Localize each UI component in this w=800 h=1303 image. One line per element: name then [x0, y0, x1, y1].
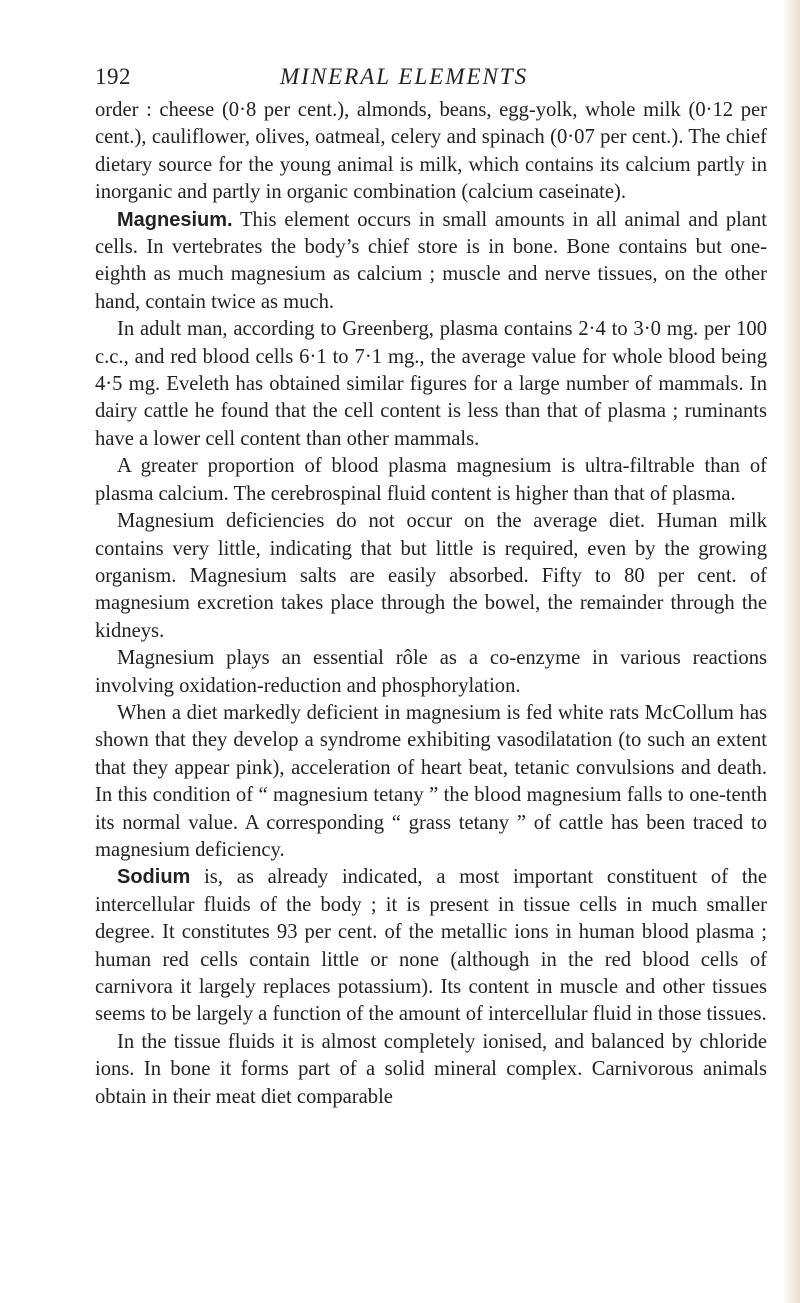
paragraph-text: In the tissue fluids it is almost completely ionised, and balanced by chloride ions. In bone it forms part of a solid mineral complex. Carnivorous animals obtain in their meat diet comparable: [95, 1030, 767, 1108]
running-head: MINERAL ELEMENTS: [280, 64, 529, 89]
paragraph-text: A greater proportion of blood plasma magnesium is ultra-filtrable than of plasma calcium. The cerebrospinal fluid content is higher than that of plasma.: [95, 455, 767, 505]
run-in-heading-magnesium: Magnesium.: [117, 208, 233, 231]
paragraph-text: In adult man, according to Greenberg, plasma contains 2·4 to 3·0 mg. per 100 c.c., and red blood cells 6·1 to 7·1 mg., the average value for whole blood being 4·5 mg. Eveleth has obtained similar figures for a large number of mammals. In dairy cattle he found that the cell content is less than that of plasma ; ruminants have a lower cell content than other mammals.: [95, 318, 767, 450]
page-header: [95, 64, 725, 94]
paragraph-text: When a diet markedly deficient in magnesium is fed white rats McCollum has shown that they develop a syndrome exhibiting vasodilatation (to such an extent that they appear pink), acceleration of heart beat, tetanic convulsions and death. In this condition of “ magnesium tetany ” the blood magnesium falls to one-tenth its normal value. A corresponding “ grass tetany ” of cattle has been traced to magnesium deficiency.: [95, 701, 767, 861]
page-body: [95, 97, 767, 1111]
paragraph-magnesium-blood: [95, 316, 767, 453]
paragraph-text: order : cheese (0·8 per cent.), almonds, beans, egg-yolk, whole milk (0·12 per cent.), cauliflower, olives, oatmeal, celery and spinach (0·07 per cent.). The chief dietary source for the young animal is milk, which contains its calcium partly in inorganic and partly in organic combination (calcium caseinate).: [95, 99, 767, 204]
paragraph-magnesium-plasma: [95, 453, 767, 508]
run-in-heading-sodium: Sodium: [117, 866, 191, 889]
paragraph-text: is, as already indicated, a most important constituent of the intercellular fluids of the body ; it is present in tissue cells in much smaller degree. It constitutes 93 per cent. of the metallic ions in human blood plasma ; human red cells contain little or none (although in the red blood cells of carnivora it largely replaces potassium). Its content in muscle and other tissues seems to be largely a function of the amount of intercellular fluid in those tissues.: [95, 866, 767, 1026]
paragraph-magnesium-intro: [95, 207, 767, 317]
page-edge-shadow: [782, 0, 800, 1303]
paragraph-sodium-intro: [95, 864, 767, 1028]
paragraph-text: This element occurs in small amounts in all animal and plant cells. In vertebrates the body’s chief store is in bone. Bone contains but one-eighth as much magnesium as calcium ; muscle and nerve tissues, on the other hand, contain twice as much.: [95, 208, 767, 313]
paragraph-sodium-ionised: [95, 1029, 767, 1111]
paragraph-text: Magnesium plays an essential rôle as a co-enzyme in various reactions involving oxidation-reduction and phosphorylation.: [95, 647, 767, 697]
paragraph-text: Magnesium deficiencies do not occur on the average diet. Human milk contains very little, indicating that but little is required, even by the growing organism. Magnesium salts are easily absorbed. Fifty to 80 per cent. of magnesium excretion takes place through the bowel, the remainder through the kidneys.: [95, 510, 767, 642]
paragraph-calcium-sources: [95, 97, 767, 207]
paragraph-magnesium-coenzyme: [95, 645, 767, 700]
paragraph-magnesium-deficiency: [95, 508, 767, 645]
page-number: 192: [95, 64, 131, 89]
paragraph-magnesium-tetany: [95, 700, 767, 864]
